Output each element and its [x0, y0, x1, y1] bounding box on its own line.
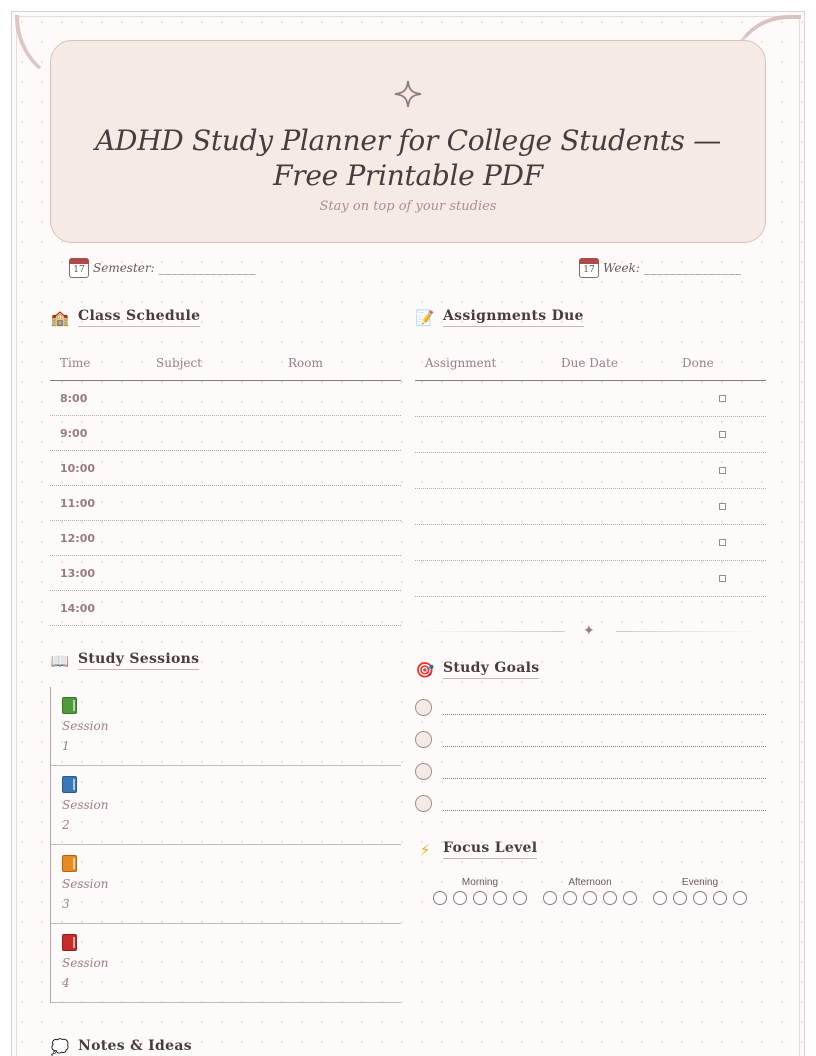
column-header-done: Done — [682, 355, 714, 370]
focus-period-label: Afternoon — [568, 877, 612, 888]
session-slot[interactable] — [51, 924, 401, 1003]
assignments-header-row — [415, 345, 766, 381]
done-checkbox[interactable] — [719, 467, 726, 474]
goal-checkbox[interactable] — [415, 699, 432, 716]
done-checkbox[interactable] — [719, 395, 726, 402]
class-schedule-table — [50, 345, 401, 626]
assignments-title: Assignments Due — [443, 308, 584, 327]
schedule-time: 9:00 — [60, 426, 88, 440]
class-schedule-header-row — [50, 345, 401, 381]
assignments-heading — [415, 308, 584, 327]
session-label: Session 4 — [62, 956, 109, 990]
focus-rating-dot[interactable] — [493, 891, 507, 905]
focus-level-heading — [415, 840, 537, 859]
memo-icon: 📝 — [415, 308, 435, 327]
focus-rating-dot[interactable] — [473, 891, 487, 905]
focus-rating-dot[interactable] — [713, 891, 727, 905]
goal-item[interactable] — [415, 699, 766, 723]
open-book-icon: 📖 — [50, 651, 70, 670]
goal-item[interactable] — [415, 763, 766, 787]
page-title: ADHD Study Planner for College Students — Free Printable PDF — [95, 124, 721, 192]
assignment-row[interactable] — [415, 489, 766, 525]
blue-book-icon — [62, 776, 77, 793]
focus-rating-dot[interactable] — [733, 891, 747, 905]
sparkle-icon — [391, 77, 425, 111]
schedule-row[interactable] — [50, 451, 401, 486]
assignment-row[interactable] — [415, 453, 766, 489]
focus-rating-dot[interactable] — [603, 891, 617, 905]
focus-rating-dots — [540, 891, 640, 905]
focus-rating-dot[interactable] — [653, 891, 667, 905]
page-content — [11, 11, 805, 1056]
focus-rating-dots — [650, 891, 750, 905]
schedule-time: 13:00 — [60, 566, 96, 580]
thought-bubble-icon: 💭 — [50, 1038, 70, 1056]
assignment-row[interactable] — [415, 525, 766, 561]
column-header-assignment: Assignment — [425, 355, 497, 370]
goal-item[interactable] — [415, 731, 766, 755]
divider-star-icon: ✦ — [583, 623, 595, 639]
goal-checkbox[interactable] — [415, 795, 432, 812]
done-checkbox[interactable] — [719, 539, 726, 546]
goal-write-line[interactable] — [443, 810, 766, 811]
focus-morning — [430, 877, 530, 905]
schedule-time: 12:00 — [60, 531, 96, 545]
schedule-row[interactable] — [50, 381, 401, 416]
orange-book-icon — [62, 855, 77, 872]
goal-write-line[interactable] — [443, 778, 766, 779]
goal-item[interactable] — [415, 795, 766, 819]
focus-rating-dot[interactable] — [513, 891, 527, 905]
lightning-icon: ⚡ — [419, 840, 431, 859]
class-schedule-heading — [50, 308, 200, 327]
red-book-icon — [62, 934, 77, 951]
section-divider — [415, 625, 766, 639]
study-goals-heading — [415, 660, 539, 679]
schedule-time: 10:00 — [60, 461, 96, 475]
schedule-row[interactable] — [50, 591, 401, 626]
focus-afternoon — [540, 877, 640, 905]
target-icon: 🎯 — [415, 660, 435, 679]
schedule-time: 11:00 — [60, 496, 96, 510]
class-schedule-rows — [50, 381, 401, 626]
focus-rating-dot[interactable] — [583, 891, 597, 905]
notes-title: Notes & Ideas — [78, 1038, 192, 1054]
focus-rating-dot[interactable] — [543, 891, 557, 905]
schedule-row[interactable] — [50, 521, 401, 556]
assignment-row[interactable] — [415, 561, 766, 597]
header-banner — [50, 40, 766, 243]
done-checkbox[interactable] — [719, 503, 726, 510]
school-icon: 🏫 — [50, 308, 70, 327]
focus-rating-dot[interactable] — [563, 891, 577, 905]
column-header-due-date: Due Date — [561, 355, 618, 370]
done-checkbox[interactable] — [719, 575, 726, 582]
notes-heading — [50, 1038, 192, 1056]
session-label: Session 2 — [62, 798, 109, 832]
session-label: Session 3 — [62, 877, 109, 911]
column-header-subject: Subject — [156, 355, 202, 370]
assignment-row[interactable] — [415, 417, 766, 453]
schedule-time: 14:00 — [60, 601, 96, 615]
study-sessions-title: Study Sessions — [78, 651, 199, 670]
session-label: Session 1 — [62, 719, 109, 753]
semester-blank-line: _______________ — [158, 261, 257, 275]
focus-rating-dot[interactable] — [673, 891, 687, 905]
study-sessions-heading — [50, 651, 199, 670]
semester-field[interactable] — [69, 258, 256, 278]
assignment-row[interactable] — [415, 381, 766, 417]
calendar-icon: 17 — [69, 258, 89, 278]
week-field[interactable] — [579, 258, 741, 278]
focus-evening — [650, 877, 750, 905]
study-sessions-list — [50, 687, 401, 1003]
focus-rating-dot[interactable] — [693, 891, 707, 905]
focus-rating-dot[interactable] — [453, 891, 467, 905]
done-checkbox[interactable] — [719, 431, 726, 438]
focus-period-label: Evening — [681, 877, 719, 888]
column-header-time: Time — [60, 355, 91, 370]
goal-checkbox[interactable] — [415, 763, 432, 780]
schedule-row[interactable] — [50, 556, 401, 591]
column-header-room: Room — [288, 355, 323, 370]
green-book-icon — [62, 697, 77, 714]
session-slot[interactable] — [51, 845, 401, 924]
schedule-row[interactable] — [50, 416, 401, 451]
goal-write-line[interactable] — [443, 714, 766, 715]
page-subtitle: Stay on top of your studies — [319, 199, 497, 214]
week-label: Week: — [603, 261, 640, 275]
study-goals-title: Study Goals — [443, 660, 539, 679]
focus-rating-dots — [430, 891, 530, 905]
assignments-table — [415, 345, 766, 597]
focus-level-title: Focus Level — [443, 840, 537, 859]
session-slot[interactable] — [51, 766, 401, 845]
goal-write-line[interactable] — [443, 746, 766, 747]
semester-label: Semester: — [93, 261, 155, 275]
assignments-rows — [415, 381, 766, 597]
calendar-icon: 17 — [579, 258, 599, 278]
session-slot[interactable] — [51, 687, 401, 766]
goal-checkbox[interactable] — [415, 731, 432, 748]
focus-period-label: Morning — [461, 877, 499, 888]
focus-rating-dot[interactable] — [623, 891, 637, 905]
week-blank-line: _______________ — [643, 261, 742, 275]
schedule-row[interactable] — [50, 486, 401, 521]
schedule-time: 8:00 — [60, 391, 88, 405]
class-schedule-title: Class Schedule — [78, 308, 200, 327]
focus-rating-dot[interactable] — [433, 891, 447, 905]
